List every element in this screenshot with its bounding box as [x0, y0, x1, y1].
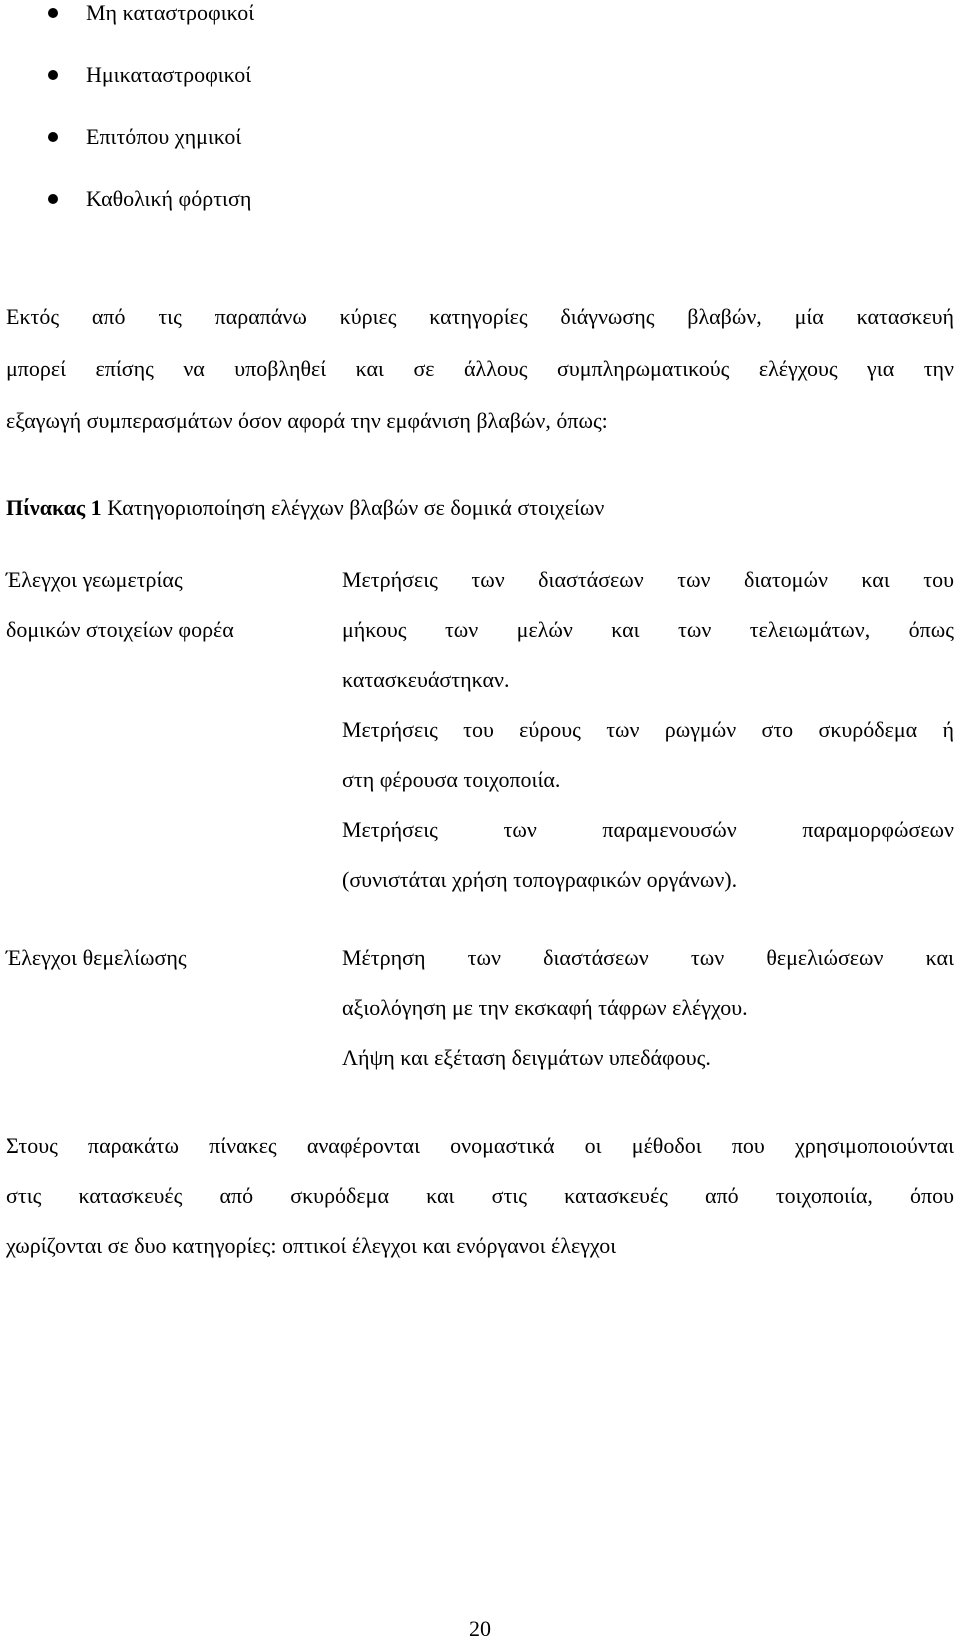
- table-cell-line: στη φέρουσα τοιχοποιία.: [342, 767, 561, 792]
- table-row-category: [6, 565, 306, 645]
- paragraph-line: χωρίζονται σε δυο κατηγορίες: οπτικοί έλεγχοι και ενόργανοι έλεγχοι: [6, 1233, 617, 1258]
- table-cell-line: Έλεγχοι θεμελίωσης: [6, 945, 187, 970]
- bullet-icon: [48, 8, 58, 18]
- bullet-icon: [48, 194, 58, 204]
- intro-paragraph: [6, 302, 954, 436]
- table-caption-text: Κατηγοριοποίηση ελέγχων βλαβών σε δομικά στοιχείων: [101, 495, 605, 520]
- table-row-description: [342, 565, 954, 895]
- table-row-category: [6, 943, 306, 973]
- table-cell-line: Λήψη και εξέταση δειγμάτων υπεδάφους.: [342, 1045, 711, 1070]
- table-cell-line: Μετρήσεις των παραμενουσών παραμορφώσεων: [342, 817, 954, 842]
- table-row-description: [342, 943, 954, 1073]
- paragraph-line: Στους παρακάτω πίνακες αναφέρονται ονομαστικά οι μέθοδοι που χρησιμοποιούνται: [6, 1133, 954, 1158]
- list-item-text: Καθολική φόρτιση: [86, 186, 252, 211]
- table-cell-line: μήκους των μελών και των τελειωμάτων, όπως: [342, 617, 954, 642]
- table-caption: [6, 493, 604, 523]
- methods-paragraph: [6, 1131, 954, 1261]
- table-cell-line: Έλεγχοι γεωμετρίας: [6, 567, 183, 592]
- paragraph-line: Εκτός από τις παραπάνω κύριες κατηγορίες διάγνωσης βλαβών, μία κατασκευή: [6, 304, 954, 329]
- table-cell-line: Μετρήσεις των διαστάσεων των διατομών και του: [342, 567, 954, 592]
- paragraph-line: μπορεί επίσης να υποβληθεί και σε άλλους συμπληρωματικούς ελέγχους για την: [6, 356, 954, 381]
- table-cell-line: δομικών στοιχείων φορέα: [6, 617, 234, 642]
- list-item-text: Μη καταστροφικοί: [86, 0, 255, 25]
- table-cell-line: κατασκευάστηκαν.: [342, 667, 510, 692]
- table-cell-line: (συνιστάται χρήση τοπογραφικών οργάνων).: [342, 867, 738, 892]
- list-item-text: Ημικαταστροφικοί: [86, 62, 252, 87]
- bullet-icon: [48, 70, 58, 80]
- page-number: 20: [469, 1616, 491, 1641]
- table-caption-label: Πίνακας 1: [6, 495, 102, 520]
- bullet-icon: [48, 132, 58, 142]
- paragraph-line: εξαγωγή συμπερασμάτων όσον αφορά την εμφάνιση βλαβών, όπως:: [6, 408, 608, 433]
- list-item-text: Επιτόπου χημικοί: [86, 124, 242, 149]
- table-cell-line: αξιολόγηση με την εκσκαφή τάφρων ελέγχου.: [342, 995, 748, 1020]
- table-cell-line: Μέτρηση των διαστάσεων των θεμελιώσεων και: [342, 945, 954, 970]
- paragraph-line: στις κατασκευές από σκυρόδεμα και στις κατασκευές από τοιχοποιία, όπου: [6, 1183, 954, 1208]
- table-cell-line: Μετρήσεις του εύρους των ρωγμών στο σκυρόδεμα ή: [342, 717, 954, 742]
